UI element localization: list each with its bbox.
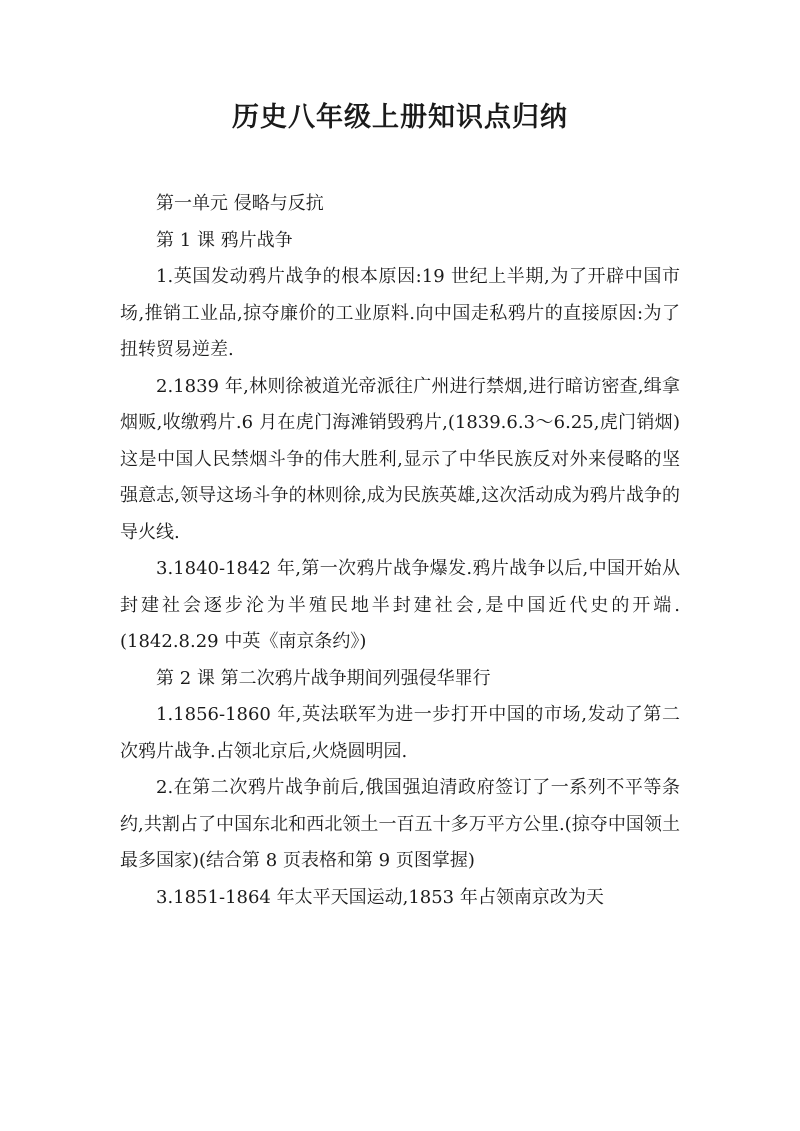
paragraph: 2.1839 年,林则徐被道光帝派往广州进行禁烟,进行暗访密查,缉拿烟贩,收缴鸦片.6 月在虎门海滩销毁鸦片,(1839.6.3～6.25,虎门销烟)这是中国人民禁烟斗争的伟大胜利,显示了中华民族反对外来侵略的坚强意志,领导这场斗争的林则徐,成为民族英雄,这次活动成为鸦片战争的导火线. <box>120 375 680 543</box>
paragraph: 1.1856-1860 年,英法联军为进一步打开中国的市场,发动了第二次鸦片战争.占领北京后,火烧圆明园. <box>120 704 680 762</box>
paragraph: 3.1851-1864 年太平天国运动,1853 年占领南京改为天 <box>156 886 604 908</box>
document-body <box>120 186 680 916</box>
lesson-1-heading: 第 1 课 鸦片战争 <box>156 229 293 251</box>
paragraph: 3.1840-1842 年,第一次鸦片战争爆发.鸦片战争以后,中国开始从封建社会逐步沦为半殖民地半封建社会,是中国近代史的开端.(1842.8.29 中英《南京条约》) <box>120 558 680 652</box>
document-title: 历史八年级上册知识点归纳 <box>232 102 568 133</box>
paragraph: 2.在第二次鸦片战争前后,俄国强迫清政府签订了一系列不平等条约,共割占了中国东北和西北领土一百五十多万平方公里.(掠夺中国领土最多国家)(结合第 8 页表格和第 9 页图掌握) <box>120 777 680 871</box>
unit-heading: 第一单元 侵略与反抗 <box>156 193 324 214</box>
paragraph: 1.英国发动鸦片战争的根本原因:19 世纪上半期,为了开辟中国市场,推销工业品,掠夺廉价的工业原料.向中国走私鸦片的直接原因:为了扭转贸易逆差. <box>120 266 680 360</box>
lesson-2-heading: 第 2 课 第二次鸦片战争期间列强侵华罪行 <box>156 667 491 689</box>
